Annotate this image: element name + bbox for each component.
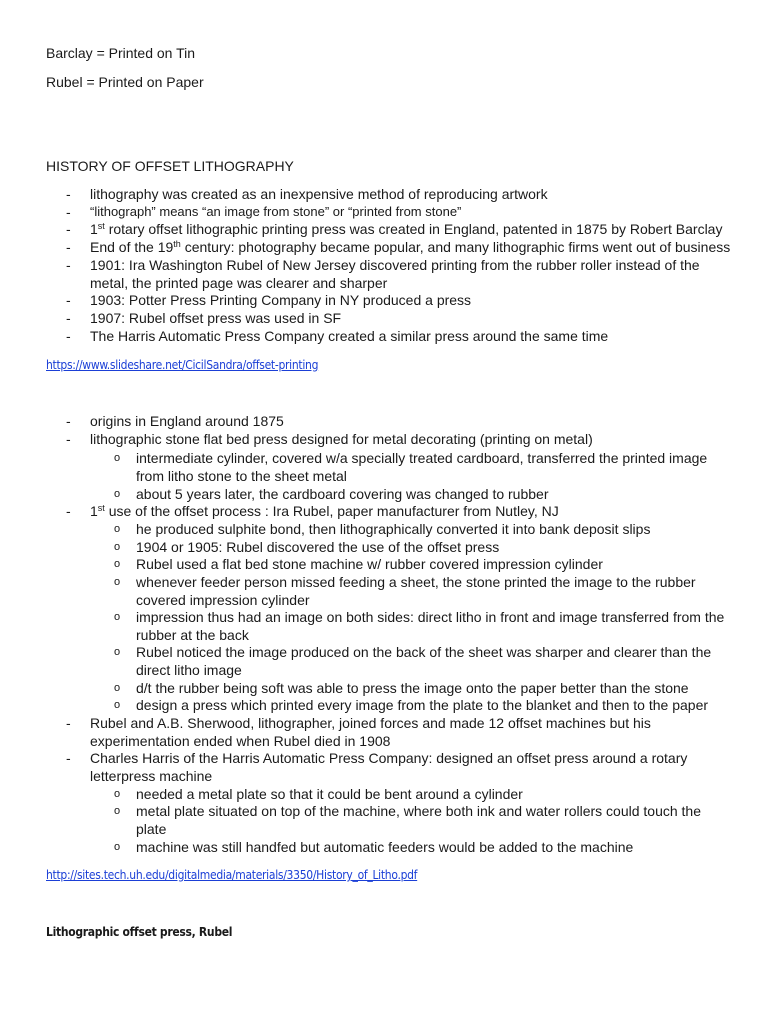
sub-bullet-marker: o bbox=[114, 841, 121, 853]
sub-bullet-marker: o bbox=[114, 558, 121, 570]
bullet-dash: - bbox=[66, 431, 71, 447]
list-item-text: 1907: Rubel offset press was used in SF bbox=[90, 310, 342, 326]
text-part: 1 bbox=[90, 503, 98, 519]
sub-bullet-marker: o bbox=[114, 541, 121, 553]
bullet-dash: - bbox=[66, 204, 71, 220]
list-item-text: design a press which printed every image from the plate to the blanket and then to the paper bbox=[136, 697, 709, 713]
list-item-text: lithographic stone flat bed press designed for metal decorating (printing on metal) bbox=[90, 431, 593, 447]
list-item-text: experimentation ended when Rubel died in 1908 bbox=[90, 733, 391, 749]
bullet-dash: - bbox=[66, 239, 71, 255]
list-item-text: Rubel noticed the image produced on the back of the sheet was sharper and clearer than the bbox=[136, 644, 712, 660]
list-item-text: impression thus had an image on both sides: direct litho in front and image transferred from the bbox=[136, 609, 725, 625]
bullet-dash: - bbox=[66, 310, 71, 326]
sub-bullet-marker: o bbox=[114, 646, 121, 658]
figure-caption: Lithographic offset press, Rubel bbox=[46, 925, 233, 939]
sub-bullet-marker: o bbox=[114, 576, 121, 588]
bullet-dash: - bbox=[66, 257, 71, 273]
sub-bullet-marker: o bbox=[114, 523, 121, 535]
sub-bullet-marker: o bbox=[114, 611, 121, 623]
list-item-text bbox=[90, 220, 722, 238]
intro-rubel: Rubel = Printed on Paper bbox=[46, 74, 204, 90]
bullet-dash: - bbox=[66, 750, 71, 766]
list-item-text: metal plate situated on top of the machine, where both ink and water rollers could touch the bbox=[136, 803, 702, 819]
list-item-text: needed a metal plate so that it could be bent around a cylinder bbox=[136, 786, 523, 802]
sub-bullet-marker: o bbox=[114, 805, 121, 817]
list-item-text: rubber at the back bbox=[136, 627, 249, 643]
bullet-dash: - bbox=[66, 503, 71, 519]
list-item-text: from litho stone to the sheet metal bbox=[136, 468, 347, 484]
bullet-dash: - bbox=[66, 715, 71, 731]
section-heading-text: HISTORY OF OFFSET LITHOGRAPHY bbox=[46, 158, 294, 174]
list-item-text: whenever feeder person missed feeding a sheet, the stone printed the image to the rubber bbox=[136, 574, 696, 590]
list-item-text: direct litho image bbox=[136, 662, 242, 678]
sub-bullet-marker: o bbox=[114, 452, 121, 464]
text-part: century: photography became popular, and many lithographic firms went out of business bbox=[180, 239, 731, 255]
list-item-text: origins in England around 1875 bbox=[90, 413, 284, 429]
list-item-text: machine was still handfed but automatic feeders would be added to the machine bbox=[136, 839, 634, 855]
list-item-text: Rubel and A.B. Sherwood, lithographer, joined forces and made 12 offset machines but his bbox=[90, 715, 651, 731]
list-item-text bbox=[90, 502, 559, 520]
list-item-text: covered impression cylinder bbox=[136, 592, 310, 608]
text-part: 1 bbox=[90, 221, 98, 237]
list-item-text: metal, the printed page was clearer and sharper bbox=[90, 275, 388, 291]
list-item-text: he produced sulphite bond, then lithographically converted it into bank deposit slips bbox=[136, 521, 651, 537]
sub-bullet-marker: o bbox=[114, 699, 121, 711]
list-item-text: Rubel used a flat bed stone machine w/ rubber covered impression cylinder bbox=[136, 556, 603, 572]
text-part: End of the 19 bbox=[90, 239, 174, 255]
superscript: st bbox=[97, 221, 105, 231]
list-item-text: 1904 or 1905: Rubel discovered the use of the offset press bbox=[136, 539, 500, 555]
text-part: use of the offset process : Ira Rubel, paper manufacturer from Nutley, NJ bbox=[104, 503, 559, 519]
bullet-dash: - bbox=[66, 186, 71, 202]
sub-bullet-marker: o bbox=[114, 488, 121, 500]
list-item-text bbox=[90, 238, 730, 256]
list-item-text: 1901: Ira Washington Rubel of New Jersey discovered printing from the rubber roller instead of the bbox=[90, 257, 700, 273]
bullet-dash: - bbox=[66, 413, 71, 429]
text-part: rotary offset lithographic printing press was created in England, patented in 1875 by Robert Barclay bbox=[104, 221, 723, 237]
list-item-text: The Harris Automatic Press Company created a similar press around the same time bbox=[90, 328, 609, 344]
list-item-text: d/t the rubber being soft was able to press the image onto the paper better than the stone bbox=[136, 680, 689, 696]
bullet-dash: - bbox=[66, 221, 71, 237]
source-link-slideshare[interactable]: https://www.slideshare.net/CicilSandra/offset-printing bbox=[46, 358, 319, 372]
bullet-dash: - bbox=[66, 328, 71, 344]
list-item-text: Charles Harris of the Harris Automatic Press Company: designed an offset press around a rotary bbox=[90, 750, 688, 766]
superscript: th bbox=[173, 239, 181, 249]
list-item-text: 1903: Potter Press Printing Company in NY produced a press bbox=[90, 292, 472, 308]
list-item-text: “lithograph” means “an image from stone” or “printed from stone” bbox=[90, 204, 462, 219]
sub-bullet-marker: o bbox=[114, 788, 121, 800]
source-link-uh-history-of-litho[interactable]: http://sites.tech.uh.edu/digitalmedia/materials/3350/History_of_Litho.pdf bbox=[46, 868, 418, 882]
list-item-text: lithography was created as an inexpensive method of reproducing artwork bbox=[90, 186, 548, 202]
superscript: st bbox=[97, 503, 105, 513]
list-item-text: letterpress machine bbox=[90, 768, 213, 784]
list-item-text: intermediate cylinder, covered w/a specially treated cardboard, transferred the printed image bbox=[136, 450, 708, 466]
sub-bullet-marker: o bbox=[114, 682, 121, 694]
list-item-text: about 5 years later, the cardboard covering was changed to rubber bbox=[136, 486, 549, 502]
bullet-dash: - bbox=[66, 292, 71, 308]
list-item-text: plate bbox=[136, 821, 167, 837]
intro-barclay: Barclay = Printed on Tin bbox=[46, 45, 196, 61]
